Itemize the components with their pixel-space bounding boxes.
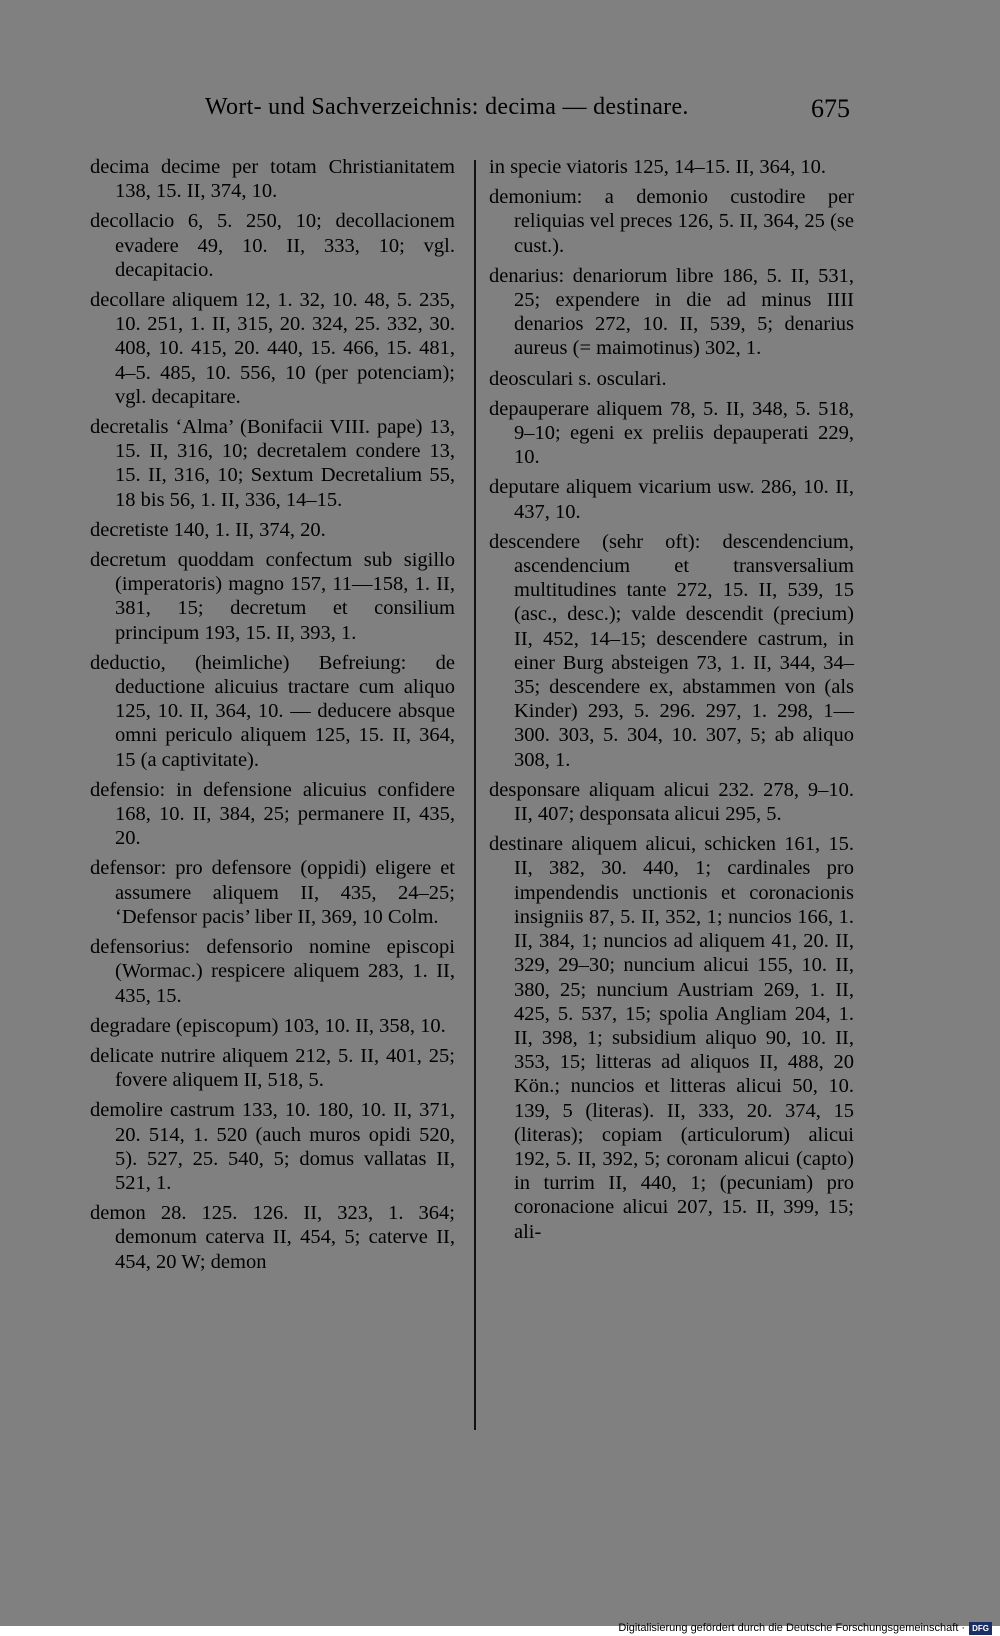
index-entry: demonium: a demonio custodire per reliquias vel preces 126, 5. II, 364, 25 (se cust.). — [489, 186, 854, 257]
index-entry: decretalis ‘Alma’ (Bonifacii VIII. pape) 13, 15. II, 316, 10; decretalem condere 13, 15. II, 316, 10; Sextum Decretalium 55, 18 bis 56, 1. II, 336, 14–15. — [90, 416, 455, 511]
index-entry: decretum quoddam confectum sub sigillo (imperatoris) magno 157, 11—158, 1. II, 381, 15; decretum et consilium principum 193, 15. II, 393, 1. — [90, 549, 455, 644]
index-entry: defensor: pro defensore (oppidi) eligere et assumere aliquem II, 435, 24–25; ‘Defensor pacis’ liber II, 369, 10 Colm. — [90, 857, 455, 928]
index-entry: decima decime per totam Christianitatem 138, 15. II, 374, 10. — [90, 156, 455, 203]
index-entry: deductio, (heimliche) Befreiung: de deductione alicuius tractare cum aliquo 125, 10. II, 364, 10. — deducere absque omni periculo aliquem 125, 15. II, 364, 15 (a captivitate). — [90, 651, 455, 771]
right-column — [489, 155, 854, 1250]
index-entry: degradare (episcopum) 103, 10. II, 358, 10. — [90, 1014, 446, 1037]
left-column — [90, 155, 455, 1280]
index-entry: destinare aliquem alicui, schicken 161, 15. II, 382, 30. 440, 1; cardinales pro impendendis unctionis et coronacionis insigniis 87, 5. II, 352, 1; nuncios 166, 1. II, 384, 1; nuncios ad aliquem 41, 20. II, 329, 29–30; nuncium alicui 155, 10. II, 380, 25; nuncium Austriam 269, 1. II, 425, 5. 537, 15; spolia Angliam 204, 1. II, 398, 1; subsidium aliquo 90, 10. II, 353, 15; litteras ad aliquos II, 488, 20 Kön.; nuncios et litteras alicui 50, 10. 139, 5 (literas). II, 333, 20. 374, 15 (literas); copiam (articulorum) alicui 192, 5. II, 392, 5; coronam alicui (capto) in turrim II, 440, 1; (pecuniam) pro coronacione alicui 207, 15. II, 399, 15; ali- — [489, 833, 854, 1243]
index-entry: defensio: in defensione alicuius confidere 168, 10. II, 384, 25; permanere II, 435, 20. — [90, 778, 455, 850]
dfg-logo: DFG — [969, 1622, 992, 1635]
index-entry: depauperare aliquem 78, 5. II, 348, 5. 518, 9–10; egeni ex preliis depauperati 229, 10. — [489, 397, 854, 469]
running-header — [90, 94, 850, 130]
index-entry: decretiste 140, 1. II, 374, 20. — [90, 518, 326, 541]
index-entry: decollare aliquem 12, 1. 32, 10. 48, 5. 235, 10. 251, 1. II, 315, 20. 324, 25. 332, 30. 408, 10. 415, 20. 440, 15. 466, 15. 481, 4–5. 485, 10. 556, 10 (per potenciam); vgl. decapitare. — [90, 289, 455, 408]
index-entry: deputare aliquem vicarium usw. 286, 10. II, 437, 10. — [489, 476, 854, 523]
index-entry: desponsare aliquam alicui 232. 278, 9–10. II, 407; desponsata alicui 295, 5. — [489, 778, 854, 826]
index-entry: deosculari s. osculari. — [489, 367, 667, 390]
credit-text: Digitalisierung gefördert durch die Deutsche Forschungsgemeinschaft · — [618, 1622, 966, 1634]
index-entry: decollacio 6, 5. 250, 10; decollacionem evadere 49, 10. II, 333, 10; vgl. decapitacio. — [90, 210, 455, 281]
index-entry: demon 28. 125. 126. II, 323, 1. 364; demonum caterva II, 454, 5; caterve II, 454, 20 W; demon — [90, 1202, 455, 1273]
index-entry: delicate nutrire aliquem 212, 5. II, 401, 25; fovere aliquem II, 518, 5. — [90, 1044, 455, 1092]
index-entry: descendere (sehr oft): descendencium, ascendencium et transversalium multitudines tante 272, 15. II, 539, 15 (asc., desc.); valde descendit (precium) II, 452, 14–15; descendere castrum, in einer Burg absteigen 73, 1. II, 344, 34–35; descendere ex, abstammen von (als Kinder) 293, 5. 296. 297, 1. 298, 1—300. 303, 5. 304, 10. 307, 5; ab aliquo 308, 1. — [489, 530, 854, 771]
running-title: Wort- und Sachverzeichnis: decima — destinare. — [205, 94, 689, 120]
index-entry: denarius: denariorum libre 186, 5. II, 531, 25; expendere in die ad minus IIII denarios 272, 10. II, 539, 5; denarius aureus (= maimotinus) 302, 1. — [489, 264, 854, 360]
index-entry: demolire castrum 133, 10. 180, 10. II, 371, 20. 514, 1. 520 (auch muros opidi 520, 5). 527, 25. 540, 5; domus vallatas II, 521, 1. — [90, 1099, 455, 1194]
index-entry: defensorius: defensorio nomine episcopi (Wormac.) respicere aliquem 283, 1. II, 435, 15. — [90, 936, 455, 1007]
column-divider — [474, 160, 476, 1430]
page-number: 675 — [811, 94, 850, 123]
index-entry-continuation: in specie viatoris 125, 14–15. II, 364, 10. — [489, 156, 827, 178]
digitization-credit — [618, 1620, 992, 1636]
